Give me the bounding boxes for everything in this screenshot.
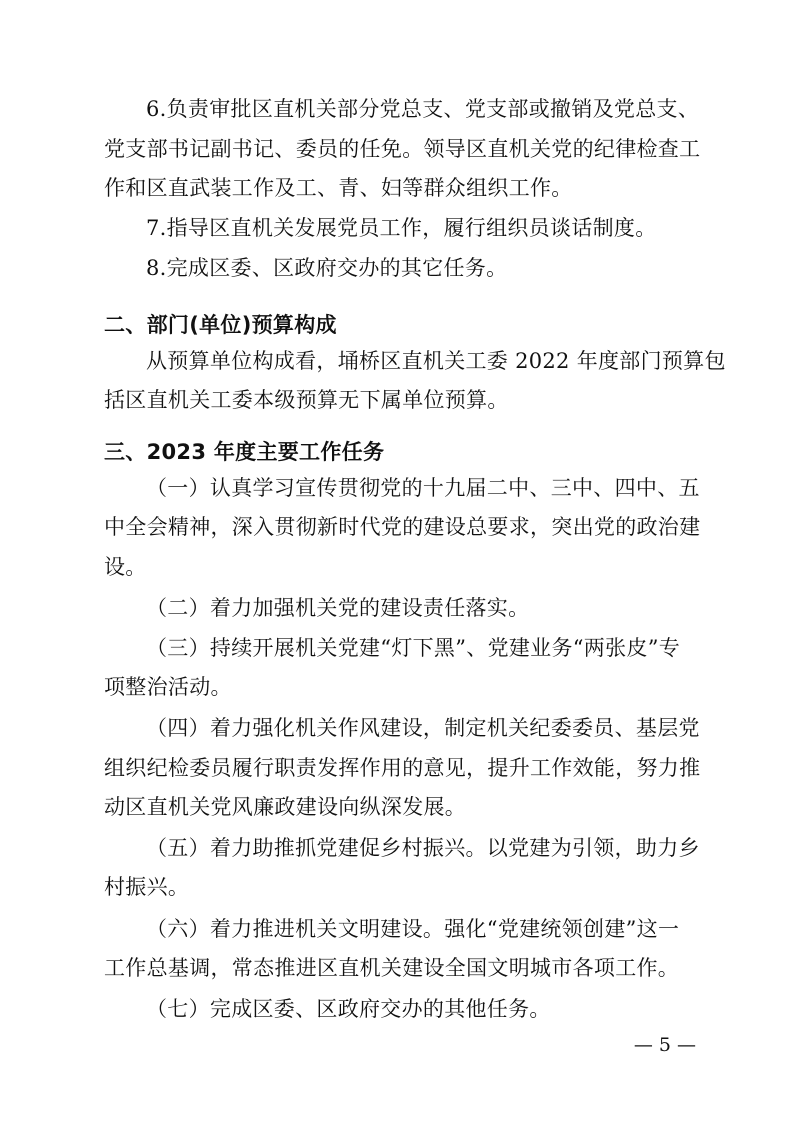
duty-item-6-line-2: 党支部书记副书记、委员的任免。领导区直机关党的纪律检查工 [104, 137, 701, 161]
task-5-line-1: （五）着力助推抓党建促乡村振兴。以党建为引领，助力乡 [146, 836, 700, 860]
task-6-line-2: 工作总基调，常态推进区直机关建设全国文明城市各项工作。 [104, 956, 680, 980]
budget-structure-line-2: 括区直机关工委本级预算无下属单位预算。 [104, 388, 509, 412]
section-heading-budget-structure: 二、部门(单位)预算构成 [104, 313, 337, 337]
duty-item-7: 7.指导区直机关发展党员工作，履行组织员谈话制度。 [146, 216, 657, 240]
budget-structure-line-1: 从预算单位构成看，埇桥区直机关工委 2022 年度部门预算包 [146, 349, 726, 373]
duty-item-6-line-3: 作和区直武装工作及工、青、妇等群众组织工作。 [104, 176, 573, 200]
task-4-line-2: 组织纪检委员履行职责发挥作用的意见，提升工作效能，努力推 [104, 756, 701, 780]
duty-item-8: 8.完成区委、区政府交办的其它任务。 [146, 256, 508, 280]
task-6-line-1: （六）着力推进机关文明建设。强化“党建统领创建”这一 [146, 917, 680, 941]
task-1-line-3: 设。 [104, 555, 147, 579]
task-4-line-3: 动区直机关党风廉政建设向纵深发展。 [104, 795, 467, 819]
task-5-line-2: 村振兴。 [104, 875, 190, 899]
task-4-line-1: （四）着力强化机关作风建设，制定机关纪委委员、基层党 [146, 716, 700, 740]
task-3-line-2: 项整治活动。 [104, 675, 232, 699]
task-1-line-1: （一）认真学习宣传贯彻党的十九届二中、三中、四中、五 [146, 476, 700, 500]
task-3-line-1: （三）持续开展机关党建“灯下黑”、党建业务“两张皮”专 [146, 636, 681, 660]
task-7: （七）完成区委、区政府交办的其他任务。 [146, 997, 551, 1021]
page-number: — 5 — [633, 1034, 696, 1056]
task-1-line-2: 中全会精神，深入贯彻新时代党的建设总要求，突出党的政治建 [104, 515, 701, 539]
task-2: （二）着力加强机关党的建设责任落实。 [146, 596, 530, 620]
duty-item-6-line-1: 6.负责审批区直机关部分党总支、党支部或撤销及党总支、 [146, 97, 700, 121]
section-heading-2023-tasks: 三、2023 年度主要工作任务 [104, 440, 385, 464]
